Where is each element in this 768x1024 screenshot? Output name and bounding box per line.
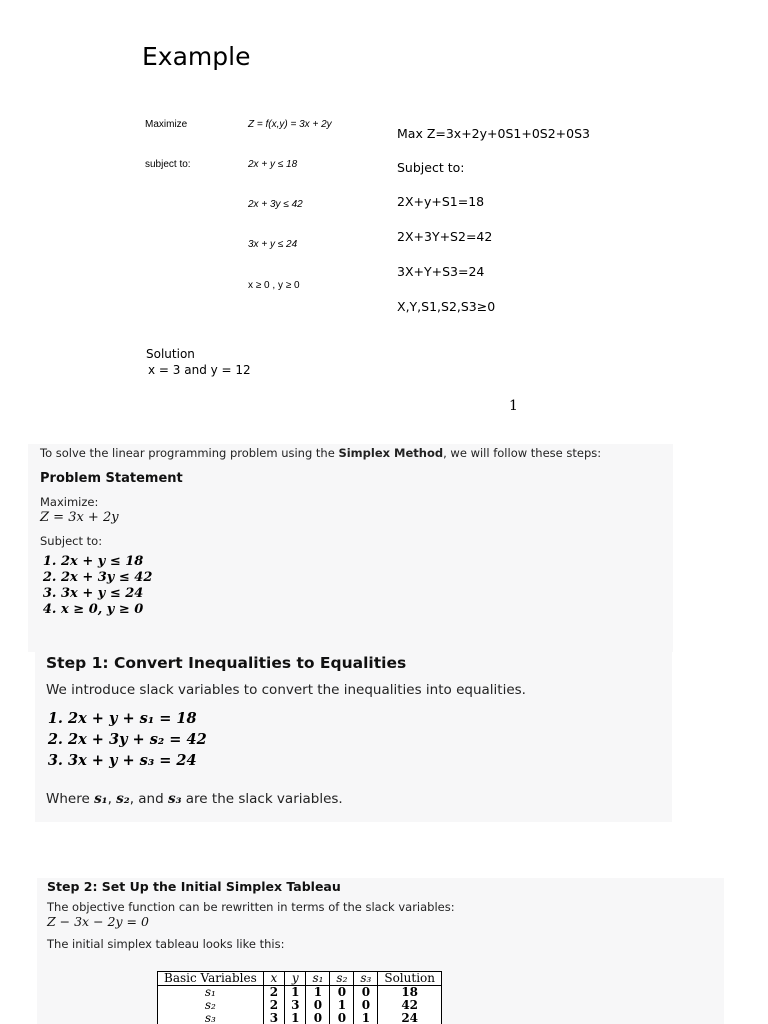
column-header: Solution xyxy=(378,972,442,986)
list-item: 4. x ≥ 0, y ≥ 0 xyxy=(61,602,661,618)
standard-form-subject-label: Subject to: xyxy=(397,160,465,175)
table-cell: 3 xyxy=(285,999,306,1012)
column-header: y xyxy=(285,972,306,986)
table-cell: 3 xyxy=(263,1012,284,1024)
table-cell: 0 xyxy=(330,986,354,1000)
column-header: x xyxy=(263,972,284,986)
list-item: 1. 2x + y + s₁ = 18 xyxy=(68,708,661,729)
column-header: s₂ xyxy=(330,972,354,986)
objective-equation: Z = 3x + 2y xyxy=(40,510,119,525)
table-row xyxy=(158,999,442,1012)
table-cell: 0 xyxy=(330,1012,354,1024)
method-name: Simplex Method xyxy=(338,446,444,460)
table-cell: 2 xyxy=(263,999,284,1012)
table-cell: 0 xyxy=(306,1012,330,1024)
column-header: s₁ xyxy=(306,972,330,986)
constraint-2: 2x + 3y ≤ 42 xyxy=(248,199,303,210)
standard-form-equation-2: 2X+3Y+S2=42 xyxy=(397,229,493,244)
objective-function: Z = f(x,y) = 3x + 2y xyxy=(248,119,332,130)
list-item: 1. 2x + y ≤ 18 xyxy=(61,554,661,570)
table-cell: 24 xyxy=(378,1012,442,1024)
step2-paragraph: The objective function can be rewritten in terms of the slack variables: xyxy=(47,900,455,914)
standard-form-equation-3: 3X+Y+S3=24 xyxy=(397,264,485,279)
column-header: Basic Variables xyxy=(158,972,264,986)
table-cell: 42 xyxy=(378,999,442,1012)
step2-panel xyxy=(37,878,724,1024)
subject-to-label: Subject to: xyxy=(40,534,103,548)
problem-statement-heading: Problem Statement xyxy=(40,471,183,486)
standard-form-nonneg: X,Y,S1,S2,S3≥0 xyxy=(397,299,496,314)
table-cell: s₁ xyxy=(158,986,264,1000)
subject-to-label: subject to: xyxy=(145,159,191,170)
step1-heading: Step 1: Convert Inequalities to Equalities xyxy=(46,654,407,672)
constraint-3: 3x + y ≤ 24 xyxy=(248,239,298,250)
step2-paragraph-2: The initial simplex tableau looks like this: xyxy=(47,937,285,951)
step1-panel xyxy=(35,650,672,822)
slide-title: Example xyxy=(142,42,251,71)
table-cell: 1 xyxy=(306,986,330,1000)
equation-list xyxy=(68,708,661,771)
table-cell: 1 xyxy=(285,986,306,1000)
table-cell: s₂ xyxy=(158,999,264,1012)
table-cell: 2 xyxy=(263,986,284,1000)
maximize-label: Maximize xyxy=(145,119,188,130)
constraint-1: 2x + y ≤ 18 xyxy=(248,159,298,170)
table-cell: 1 xyxy=(330,999,354,1012)
constraint-list xyxy=(61,554,661,618)
list-item: 2. 2x + 3y + s₂ = 42 xyxy=(68,729,661,750)
problem-statement-panel xyxy=(28,444,673,652)
table-cell: 0 xyxy=(354,986,378,1000)
table-cell: 1 xyxy=(285,1012,306,1024)
table-cell: 18 xyxy=(378,986,442,1000)
column-header: s₃ xyxy=(354,972,378,986)
rewritten-objective: Z − 3x − 2y = 0 xyxy=(47,914,149,929)
table-cell: s₃ xyxy=(158,1012,264,1024)
step2-heading: Step 2: Set Up the Initial Simplex Tableau xyxy=(47,879,341,894)
standard-form-equation-1: 2X+y+S1=18 xyxy=(397,194,485,209)
solution-value: x = 3 and y = 12 xyxy=(148,363,251,377)
table-header-row xyxy=(158,972,442,986)
simplex-tableau xyxy=(157,971,442,1024)
intro-paragraph: To solve the linear programming problem using the Simplex Method, we will follow these steps: xyxy=(40,446,602,460)
step1-paragraph: We introduce slack variables to convert the inequalities into equalities. xyxy=(46,682,526,698)
solution-label: Solution xyxy=(146,347,195,361)
list-item: 3. 3x + y ≤ 24 xyxy=(61,586,661,602)
list-item: 2. 2x + 3y ≤ 42 xyxy=(61,570,661,586)
page-number: 1 xyxy=(509,398,518,414)
list-item: 3. 3x + y + s₃ = 24 xyxy=(68,750,661,771)
table-cell: 0 xyxy=(306,999,330,1012)
maximize-label: Maximize: xyxy=(40,495,99,509)
table-cell: 0 xyxy=(354,999,378,1012)
table-row xyxy=(158,986,442,1000)
standard-form-objective: Max Z=3x+2y+0S1+0S2+0S3 xyxy=(397,126,590,141)
table-cell: 1 xyxy=(354,1012,378,1024)
nonnegativity-constraint: x ≥ 0 , y ≥ 0 xyxy=(248,280,300,291)
table-row xyxy=(158,1012,442,1024)
slack-variables-note: Where s₁, s₂, and s₃ are the slack variables. xyxy=(46,791,343,807)
